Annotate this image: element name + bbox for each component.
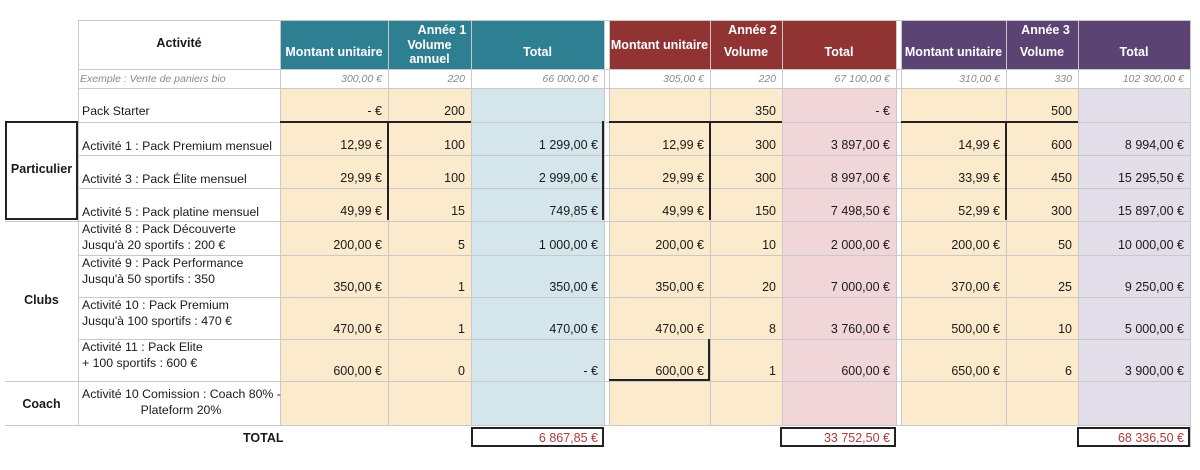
grid-line (5, 221, 78, 222)
activity-value[interactable]: 20 (762, 280, 776, 294)
year-title: Année 1 (417, 23, 467, 37)
activity-value[interactable] (280, 408, 388, 424)
activity-value[interactable]: 100 (444, 138, 465, 152)
starter-value[interactable] (471, 104, 604, 120)
grid-line (5, 381, 78, 382)
activity-value[interactable]: 1 299,00 € (538, 138, 598, 152)
thick-border (1077, 427, 1190, 429)
activity-value[interactable]: 350,00 € (333, 280, 382, 294)
activity-value[interactable]: 1 000,00 € (538, 238, 598, 252)
total-header: Total (1119, 45, 1149, 59)
activity-value[interactable]: 14,99 € (958, 138, 1000, 152)
activity-value[interactable] (782, 408, 896, 424)
activity-label: Activité 9 : Pack Performance (82, 256, 244, 270)
thick-border (5, 121, 78, 123)
header-activite: Activité (156, 36, 202, 50)
activity-value[interactable] (388, 408, 471, 424)
activity-value[interactable] (710, 408, 782, 424)
activity-value[interactable]: 25 (1058, 280, 1072, 294)
activity-value[interactable]: 470,00 € (549, 322, 598, 336)
activity-value[interactable]: 33,99 € (958, 171, 1000, 185)
group-coach: Coach (22, 397, 61, 411)
activity-value[interactable]: 1 (458, 322, 465, 336)
thick-border (609, 121, 782, 123)
activity-sublabel: Plateform 20% (140, 403, 222, 417)
activity-value[interactable]: 8 994,00 € (1124, 138, 1184, 152)
activity-value[interactable]: 600,00 € (333, 364, 382, 378)
activity-value[interactable]: 10 000,00 € (1117, 238, 1184, 252)
activity-value[interactable]: 350,00 € (549, 280, 598, 294)
activity-value[interactable]: 29,99 € (662, 171, 704, 185)
activity-label: Activité 8 : Pack Découverte (82, 222, 236, 236)
activity-value[interactable] (609, 408, 710, 424)
activity-value[interactable]: 49,99 € (662, 204, 704, 218)
grid-line (5, 425, 78, 426)
activity-value[interactable]: 370,00 € (951, 280, 1000, 294)
activity-value[interactable]: 5 000,00 € (1124, 322, 1184, 336)
activity-sublabel: Jusqu'à 50 sportifs : 350 (82, 272, 215, 286)
example-value: 310,00 € (959, 73, 1000, 85)
activity-label: Activité 5 : Pack platine mensuel (82, 205, 260, 219)
activity-value[interactable]: 300 (1051, 204, 1072, 218)
activity-value[interactable]: 200,00 € (333, 238, 382, 252)
activity-value[interactable]: 350,00 € (655, 280, 704, 294)
total-header: Total (824, 45, 854, 59)
activity-value[interactable]: 7 498,50 € (830, 204, 890, 218)
starter-label: Pack Starter (82, 104, 150, 118)
example-value: 330 (1054, 73, 1072, 85)
total-value: 68 336,50 € (1117, 431, 1184, 445)
thick-border (471, 427, 604, 429)
activity-value[interactable]: 6 (1065, 364, 1072, 378)
thick-border (280, 121, 471, 123)
activity-value[interactable]: 150 (755, 204, 776, 218)
starter-value[interactable]: 200 (444, 104, 465, 118)
activity-sublabel: Jusqu'à 100 sportifs : 470 € (82, 314, 233, 328)
starter-value[interactable] (609, 104, 710, 120)
example-value: 220 (758, 73, 776, 85)
activity-sublabel: Jusqu'à 20 sportifs : 200 € (82, 238, 226, 252)
volume-header: Volume (723, 45, 769, 59)
grid-line (1190, 20, 1191, 447)
activity-value[interactable]: 650,00 € (951, 364, 1000, 378)
activity-value[interactable] (1006, 408, 1078, 424)
activity-value[interactable]: 2 999,00 € (538, 171, 598, 185)
year-title: Année 2 (728, 23, 777, 37)
grid-line (604, 20, 605, 425)
activity-value[interactable]: 29,99 € (340, 171, 382, 185)
example-value: 67 100,00 € (834, 73, 890, 85)
activity-label: Activité 10 : Pack Premium (82, 298, 229, 312)
thick-border (5, 218, 78, 220)
starter-value[interactable] (1078, 104, 1190, 120)
activity-value[interactable]: 450 (1051, 171, 1072, 185)
group-particulier: Particulier (10, 162, 73, 176)
example-value: 102 300,00 € (1122, 73, 1184, 85)
activity-value[interactable]: 300 (755, 138, 776, 152)
montant-unitaire-header: Montant unitaire (904, 45, 1003, 59)
activity-value[interactable]: 7 000,00 € (830, 280, 890, 294)
activity-value[interactable]: 3 897,00 € (830, 138, 890, 152)
activity-value[interactable]: 600,00 € (841, 364, 890, 378)
activity-value[interactable]: 470,00 € (655, 322, 704, 336)
starter-value[interactable]: - € (367, 104, 382, 118)
activity-value[interactable] (901, 408, 1006, 424)
activity-value[interactable]: 600 (1051, 138, 1072, 152)
activity-value[interactable]: 15 897,00 € (1117, 204, 1184, 218)
activity-value[interactable]: 10 (1058, 322, 1072, 336)
activity-label: Activité 3 : Pack Élite mensuel (82, 172, 247, 186)
activity-value[interactable]: 0 (458, 364, 465, 378)
example-value: 66 000,00 € (542, 73, 598, 85)
activity-value[interactable]: 9 250,00 € (1124, 280, 1184, 294)
activity-value[interactable]: 100 (444, 171, 465, 185)
volume-header: Volume (1019, 45, 1065, 59)
starter-value[interactable]: - € (875, 104, 890, 118)
activity-value[interactable]: 200,00 € (655, 238, 704, 252)
activity-value[interactable]: 12,99 € (662, 138, 704, 152)
activity-value[interactable]: 200,00 € (951, 238, 1000, 252)
thick-border (901, 121, 1078, 123)
activity-value[interactable] (1078, 408, 1190, 424)
activity-value[interactable]: 300 (755, 171, 776, 185)
activity-value[interactable]: 3 900,00 € (1124, 364, 1184, 378)
starter-value[interactable]: 350 (755, 104, 776, 118)
group-clubs: Clubs (24, 293, 59, 307)
activity-value[interactable]: 52,99 € (958, 204, 1000, 218)
activity-value[interactable]: 50 (1058, 238, 1072, 252)
activity-value[interactable]: 749,85 € (549, 204, 598, 218)
activity-value[interactable]: 8 (769, 322, 776, 336)
grid-line (78, 88, 1190, 89)
montant-unitaire-header: Montant unitaire (285, 45, 383, 59)
activity-value[interactable]: 12,99 € (340, 138, 382, 152)
activity-sublabel: + 100 sportifs : 600 € (82, 356, 198, 370)
volume-header: Volume annuel (407, 38, 452, 66)
grid-line (896, 20, 897, 425)
activity-value[interactable]: 600,00 € (655, 364, 704, 378)
grid-line (78, 425, 1190, 426)
total-header: Total (523, 45, 552, 59)
activity-value[interactable]: 2 000,00 € (830, 238, 890, 252)
activity-value[interactable]: 15 (451, 204, 465, 218)
total-value: 33 752,50 € (823, 431, 890, 445)
grid-line (78, 155, 1190, 156)
activity-value[interactable]: 5 (458, 238, 465, 252)
year-title: Année 3 (1021, 23, 1070, 37)
activity-value[interactable] (471, 408, 604, 424)
example-value: 305,00 € (663, 73, 704, 85)
activity-label: Activité 11 : Pack Elite (82, 340, 203, 354)
grid-line (78, 188, 1190, 189)
starter-value[interactable] (901, 104, 1006, 120)
activity-value[interactable]: 8 997,00 € (830, 171, 890, 185)
grid-line (78, 20, 1190, 21)
starter-value[interactable]: 500 (1051, 104, 1072, 118)
total-label: TOTAL (243, 431, 284, 445)
activity-label: Activité 1 : Pack Premium mensuel (82, 139, 272, 153)
activity-value[interactable]: 49,99 € (340, 204, 382, 218)
thick-border (780, 427, 896, 429)
activity-value[interactable]: 3 760,00 € (830, 322, 890, 336)
activity-label: Activité 10 Comission : Coach 80% - (82, 387, 281, 401)
activity-value[interactable]: 15 295,50 € (1117, 171, 1184, 185)
montant-unitaire-header: Montant unitaire (610, 38, 709, 52)
example-value: 220 (447, 73, 465, 85)
activity-value[interactable]: 500,00 € (951, 322, 1000, 336)
activity-value[interactable]: 470,00 € (333, 322, 382, 336)
activity-value[interactable]: - € (583, 364, 598, 378)
grid-line (78, 381, 1190, 382)
activity-value[interactable]: 10 (762, 238, 776, 252)
activity-value[interactable]: 1 (769, 364, 776, 378)
activity-value[interactable]: 1 (458, 280, 465, 294)
total-value: 6 867,85 € (538, 431, 598, 445)
example-label: Exemple : Vente de paniers bio (80, 73, 226, 85)
example-value: 300,00 € (341, 73, 382, 85)
